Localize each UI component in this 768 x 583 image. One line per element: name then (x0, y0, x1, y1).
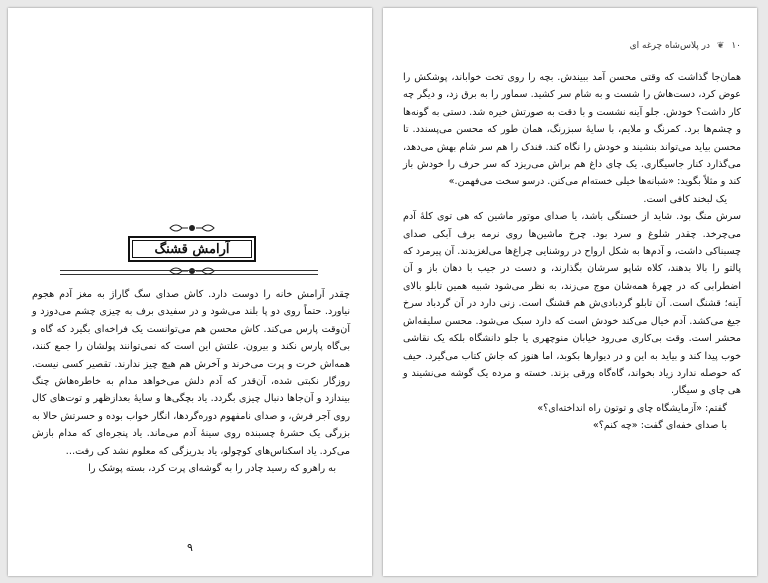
separator-line (60, 270, 318, 271)
separator-line-2 (60, 274, 318, 275)
ornament-top-icon (168, 222, 216, 234)
right-page-body (403, 69, 741, 435)
ornament-bottom-icon (168, 265, 216, 277)
paragraph: یک لبخند کافی است. (643, 193, 727, 205)
running-title: در پلاس‌شاه چرغه ای (629, 41, 711, 51)
running-header (630, 41, 741, 51)
left-page-body (32, 286, 350, 477)
header-page-number: ۱۰ (731, 41, 741, 51)
chapter-title: آرامش قشنگ (128, 236, 256, 262)
right-page (383, 8, 757, 576)
paragraph: گفتم: «آزمایشگاه چای و توتون راه انداخته‌ای؟» (537, 402, 727, 414)
paragraph: سرش منگ بود. شاید از خستگی باشد، یا صدای موتور ماشین که هی توی کلهٔ آدم می‌چرخد. چقدر شلوغ و سرد بود. چرخ ماشین‌ها روی نرمه برف آبکی صدای چسبناکی داشت، و آدم‌ها به شکل ارواح در روشنایی چراغ‌ها می‌لغزیدند. آن پیرمرد که پالتو را بالا بدهند، کلاه شاپو سرشان بگذارند، و دست در جیب با دهان باز و آن اضطرابی که در چهرهٔ همه‌شان موج می‌زند، به نظر می‌شود شبیه همین تابلو بالای آینه؛ قشنگ است. آن تابلو گردبادی‌ش هم قشنگ است. زنی دارد در آن گردباد سرخ جیغ می‌کشد. آدم خیال می‌کند خودش است که دارد سبک می‌شود. محسن سلیقه‌اش محشر است. وقت بی‌کاری می‌رود خیابان منوچهری یا جلو دانشگاه بلکه یک نقاشی خوب پیدا کند و بیاید به این و در دیوارها بکوبد، اما هنوز که جاش کتاب می‌گیرد. حیف که حوصله ندارد زیاد بخواند، گاه‌گاه ورقی بزند. خسته و مرده یک گوشه می‌نشیند و هی چای و سیگار. (403, 211, 741, 397)
paragraph: به راهرو که رسید چادر را به گوشه‌ای پرت کرد، بسته پوشک را (88, 463, 336, 475)
left-page (8, 8, 372, 576)
page-number: ۹ (187, 541, 193, 554)
paragraph: همان‌جا گذاشت که وقتی محسن آمد ببیندش. بچه را روی تخت خواباند، پوشکش را عوض کرد، دست‌هاش را شست و به شام سر کشید. سماور را به برق زد، و دیگر چه کار داشت؟ خودش. جلو آینه نشست و با دقت به صورتش خیره شد. دستی به گونه‌ها و چشم‌ها برد. کمرنگ و ملایم، با سایهٔ سبزرنگ، همان طور که محسن می‌پسندد. تا محسن بیاید می‌تواند بنشیند و خودش را نگاه کند. فندک را هم سر شام بهش می‌دهد، می‌گذارد کنار جاسیگاری. یک چای داغ هم براش می‌ریزد که سر حرف را خودش باز کند و مثلاً بگوید: «شبانه‌ها خیلی خسته‌ام می‌کنن. درسو سخت می‌فهمن.» (403, 72, 741, 188)
leaf-icon: ❦ (716, 41, 725, 51)
paragraph: با صدای خفه‌ای گفت: «چه کنم؟» (592, 420, 727, 432)
paragraph: چقدر آرامش خانه را دوست دارد. کاش صدای سگ گاراژ به مغز آدم هجوم نیاورد. حتماً روی دو پا بلند می‌شود و در سفیدی برف به چیزی چشم می‌دوزد و آن‌وقت پارس می‌کند. کاش محسن هم می‌توانست یک فراخه‌ای بگیرد که گاه و بی‌گاه پارس نکند و بیرون. علتش این است که نمی‌توانند پولشان را جمع کنند، همه‌اش خرت و پرت می‌خرند و آخرش هم هیچ چیز ندارند. تقصیر کسی نیست. روزگار نکبتی شده، آن‌قدر که آدم دلش می‌خواهد مدام به خاطره‌هاش چنگ بیندازد و آن‌جاها دنبال چیزی بگردد. یاد بچگی‌ها و سایهٔ بعدازظهر و توت‌های کال روی آجر فرش، و صدای نامفهوم دوره‌گردها، انگار خواب بوده و حسرتش حالا به بزرگی یک حشرهٔ چسبنده روی سینهٔ آدم می‌ماند. یاد پنجره‌ای که مدام بازش می‌کرد. یاد اسکناس‌های کوچولو، یاد بدریزگی که معلوم نشد کی رفت… (32, 289, 350, 457)
